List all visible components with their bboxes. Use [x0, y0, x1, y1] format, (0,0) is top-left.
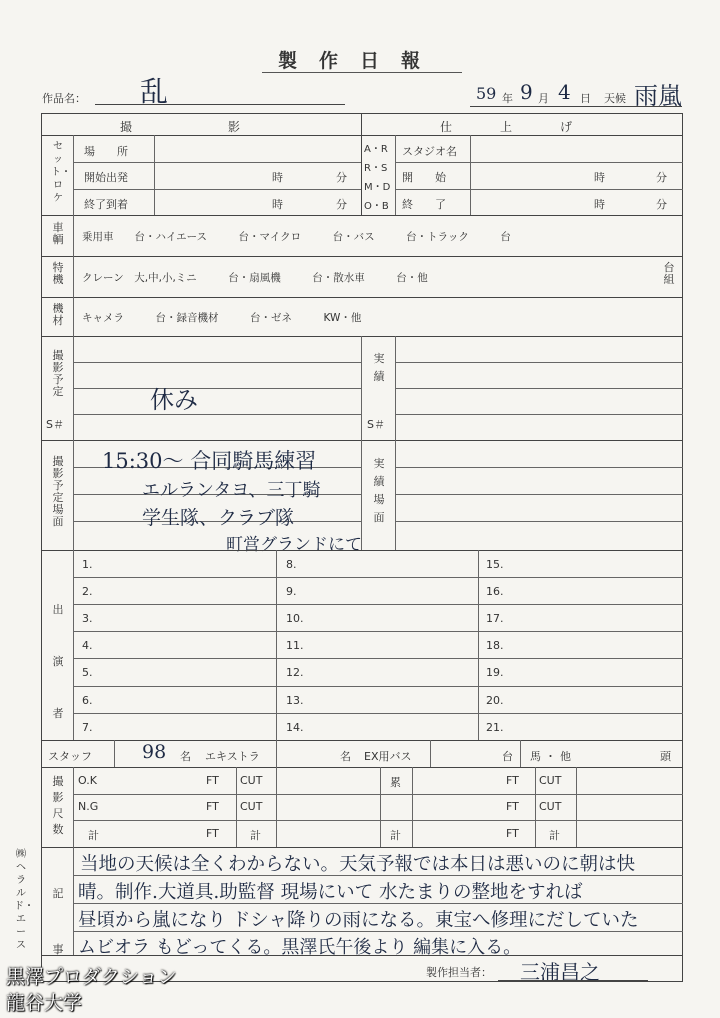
ft-label: FT [506, 827, 519, 840]
scene-line-1: 15:30〜 合同騎馬練習 [102, 449, 317, 473]
shooting-header: 撮 影 [120, 120, 241, 134]
divider [73, 794, 683, 795]
divider [395, 440, 396, 550]
cast-number: 2. [82, 585, 93, 598]
cut-label: CUT [539, 774, 562, 787]
cast-number: 19. [486, 666, 504, 679]
code-ar: A・R [364, 144, 388, 155]
divider [361, 336, 362, 440]
total-label: 計 [549, 829, 560, 842]
cast-number: 4. [82, 639, 93, 652]
divider [41, 297, 683, 298]
cast-number: 12. [286, 666, 304, 679]
minute-label: 分 [656, 198, 667, 211]
code-md: M・D [364, 182, 391, 193]
divider [73, 388, 361, 389]
divider [73, 256, 74, 297]
divider [41, 740, 683, 741]
divider [73, 414, 361, 415]
divider [236, 767, 237, 847]
divider [276, 740, 277, 767]
depart-label: 開始出発 [84, 171, 128, 184]
divider [73, 189, 361, 190]
arrive-label: 終了到着 [84, 198, 128, 211]
cut-label: CUT [240, 774, 263, 787]
title-underline [262, 72, 462, 73]
divider [395, 135, 396, 215]
plan-label: 撮影予定 [52, 349, 64, 398]
hour-label: 時 [594, 171, 605, 184]
date-underline [470, 106, 682, 107]
weather-value: 雨嵐 [634, 82, 682, 110]
divider [73, 135, 74, 215]
bus-label: EX用バス [364, 750, 412, 763]
work-title-label: 作品名： [42, 92, 86, 105]
cumulative-total-label: 計 [390, 829, 401, 842]
divider [41, 440, 683, 441]
special-label: 特機 [52, 261, 64, 286]
producer-signature: 三浦昌之 [520, 960, 600, 984]
divider [41, 336, 683, 337]
code-ob: O・B [364, 201, 389, 212]
divider [430, 740, 431, 767]
cast-label: 出演者 [52, 603, 64, 720]
finishing-header: 仕 上 げ [440, 120, 573, 134]
notes-line-3: 昼頃から嵐になり ドシャ降りの雨になる。東宝へ修理にだしていた [78, 910, 639, 931]
cast-number: 6. [82, 694, 93, 707]
staff-label: スタッフ [48, 750, 92, 763]
divider [276, 550, 277, 740]
divider [73, 847, 74, 955]
notes-line-2: 晴。制作.大道具.助監督 現場にいて 水たまりの整地をすれば [78, 882, 583, 903]
divider [73, 215, 74, 256]
divider [73, 362, 361, 363]
divider [73, 550, 74, 740]
divider [470, 135, 471, 215]
cast-number: 20. [486, 694, 504, 707]
notes-label: 記事 [52, 887, 64, 956]
divider [73, 767, 74, 847]
cast-number: 8. [286, 558, 297, 571]
day-label: 日 [580, 92, 591, 105]
divider [520, 740, 521, 767]
minute-label: 分 [336, 171, 347, 184]
ng-label: N.G [78, 800, 99, 813]
weather-label: 天候 [604, 92, 626, 105]
cut-label: CUT [539, 800, 562, 813]
divider [412, 767, 413, 847]
code-rs: R・S [364, 163, 388, 174]
start-label: 開 始 [402, 171, 446, 184]
notes-line-4: ムビオラ もどってくる。黒澤氏午後より 編集に入る。 [78, 937, 522, 958]
watermark-university: 龍谷大学 [6, 992, 83, 1014]
divider [73, 631, 683, 632]
vehicles-text: 乗用車 台・ハイエース 台・マイクロ 台・バス 台・トラック 台 [82, 231, 511, 243]
ok-label: O.K [78, 774, 97, 787]
plan-value: 休み [150, 386, 198, 414]
divider [41, 135, 683, 136]
footage-label: 撮影尺数 [52, 775, 64, 836]
divider [576, 767, 577, 847]
divider [73, 820, 683, 821]
divider [395, 414, 683, 415]
cast-number: 21. [486, 721, 504, 734]
divider [73, 577, 683, 578]
cast-number: 11. [286, 639, 304, 652]
cast-number: 10. [286, 612, 304, 625]
scene-line-2: エルランタヨ、三丁騎 [142, 480, 321, 501]
divider [41, 767, 683, 768]
vehicles-label: 車輌 [52, 221, 64, 246]
divider [41, 256, 683, 257]
cast-number: 3. [82, 612, 93, 625]
equipment-text: キャメラ 台・録音機材 台・ゼネ KW・他 [82, 312, 362, 324]
end-label: 終 了 [402, 198, 446, 211]
date-day: 4 [558, 80, 571, 104]
cast-number: 16. [486, 585, 504, 598]
divider [154, 135, 155, 215]
date-month: 9 [520, 80, 533, 104]
divider [395, 388, 683, 389]
horse-unit: 頭 [660, 750, 671, 763]
divider [73, 297, 74, 336]
cast-number: 13. [286, 694, 304, 707]
cast-number: 15. [486, 558, 504, 571]
cast-number: 5. [82, 666, 93, 679]
actual-scene-label: 実績場面 [373, 457, 385, 524]
plan-sharp: S＃ [46, 418, 64, 431]
ft-label: FT [206, 800, 219, 813]
special-text: クレーン 大,中,小,ミニ 台・扇風機 台・散水車 台・他 [82, 272, 428, 284]
cast-number: 14. [286, 721, 304, 734]
divider [535, 767, 536, 847]
minute-label: 分 [336, 198, 347, 211]
cast-number: 1. [82, 558, 93, 571]
divider [73, 440, 74, 550]
scene-line-4: 町営グランドにて [226, 535, 362, 555]
cut-label: CUT [240, 800, 263, 813]
cast-number: 7. [82, 721, 93, 734]
scene-line-3: 学生隊、クラブ隊 [142, 507, 295, 529]
total-label: 計 [250, 829, 261, 842]
divider [41, 550, 683, 551]
actual-label: 実績 [373, 352, 385, 383]
divider [361, 113, 362, 215]
work-title-underline [95, 104, 345, 105]
bus-unit: 台 [502, 750, 513, 763]
scene-label: 撮影予定場面 [52, 455, 64, 528]
place-label: 場 所 [84, 145, 128, 158]
divider [395, 467, 683, 468]
cast-number: 18. [486, 639, 504, 652]
work-title-value: 乱 [140, 75, 169, 108]
special-right: 台組 [663, 261, 675, 286]
divider [73, 686, 683, 687]
set-loca-label: セット・ロケ [51, 141, 71, 204]
hour-label: 時 [272, 171, 283, 184]
date-year: 59 [476, 84, 497, 103]
divider [380, 767, 381, 847]
divider [395, 521, 683, 522]
ft-label: FT [206, 774, 219, 787]
producer-underline [498, 980, 648, 981]
divider [395, 362, 683, 363]
staff-count: 98 [142, 741, 167, 763]
divider [73, 713, 683, 714]
publisher-side-text: ㈱ヘラルド・エース [14, 849, 34, 951]
page-title: 製作日報 [277, 50, 442, 72]
divider [395, 162, 683, 163]
month-label: 月 [538, 92, 549, 105]
extra-unit: 名 [340, 750, 351, 763]
cast-number: 9. [286, 585, 297, 598]
total-label: 計 [88, 829, 99, 842]
divider [41, 215, 683, 216]
hour-label: 時 [272, 198, 283, 211]
ft-label: FT [506, 800, 519, 813]
minute-label: 分 [656, 171, 667, 184]
divider [114, 740, 115, 767]
producer-label: 製作担当者： [426, 966, 492, 979]
studio-label: スタジオ名 [402, 145, 457, 158]
staff-unit: 名 [180, 750, 191, 763]
divider [395, 494, 683, 495]
divider [395, 189, 683, 190]
watermark-production: 黒澤プロダクション [6, 966, 177, 988]
notes-line-1: 当地の天候は全くわからない。天気予報では本日は悪いのに朝は快 [80, 854, 636, 875]
divider [73, 658, 683, 659]
equipment-label: 機材 [52, 302, 64, 327]
cumulative-label: 累 [390, 776, 401, 789]
divider [478, 550, 479, 740]
divider [276, 767, 277, 847]
horse-label: 馬・他 [530, 750, 575, 763]
cast-number: 17. [486, 612, 504, 625]
actual-sharp: S＃ [367, 418, 385, 431]
divider [73, 604, 683, 605]
divider [73, 162, 361, 163]
divider [41, 847, 683, 848]
extra-label: エキストラ [205, 750, 260, 763]
ft-label: FT [506, 774, 519, 787]
hour-label: 時 [594, 198, 605, 211]
year-label: 年 [502, 92, 513, 105]
ft-label: FT [206, 827, 219, 840]
